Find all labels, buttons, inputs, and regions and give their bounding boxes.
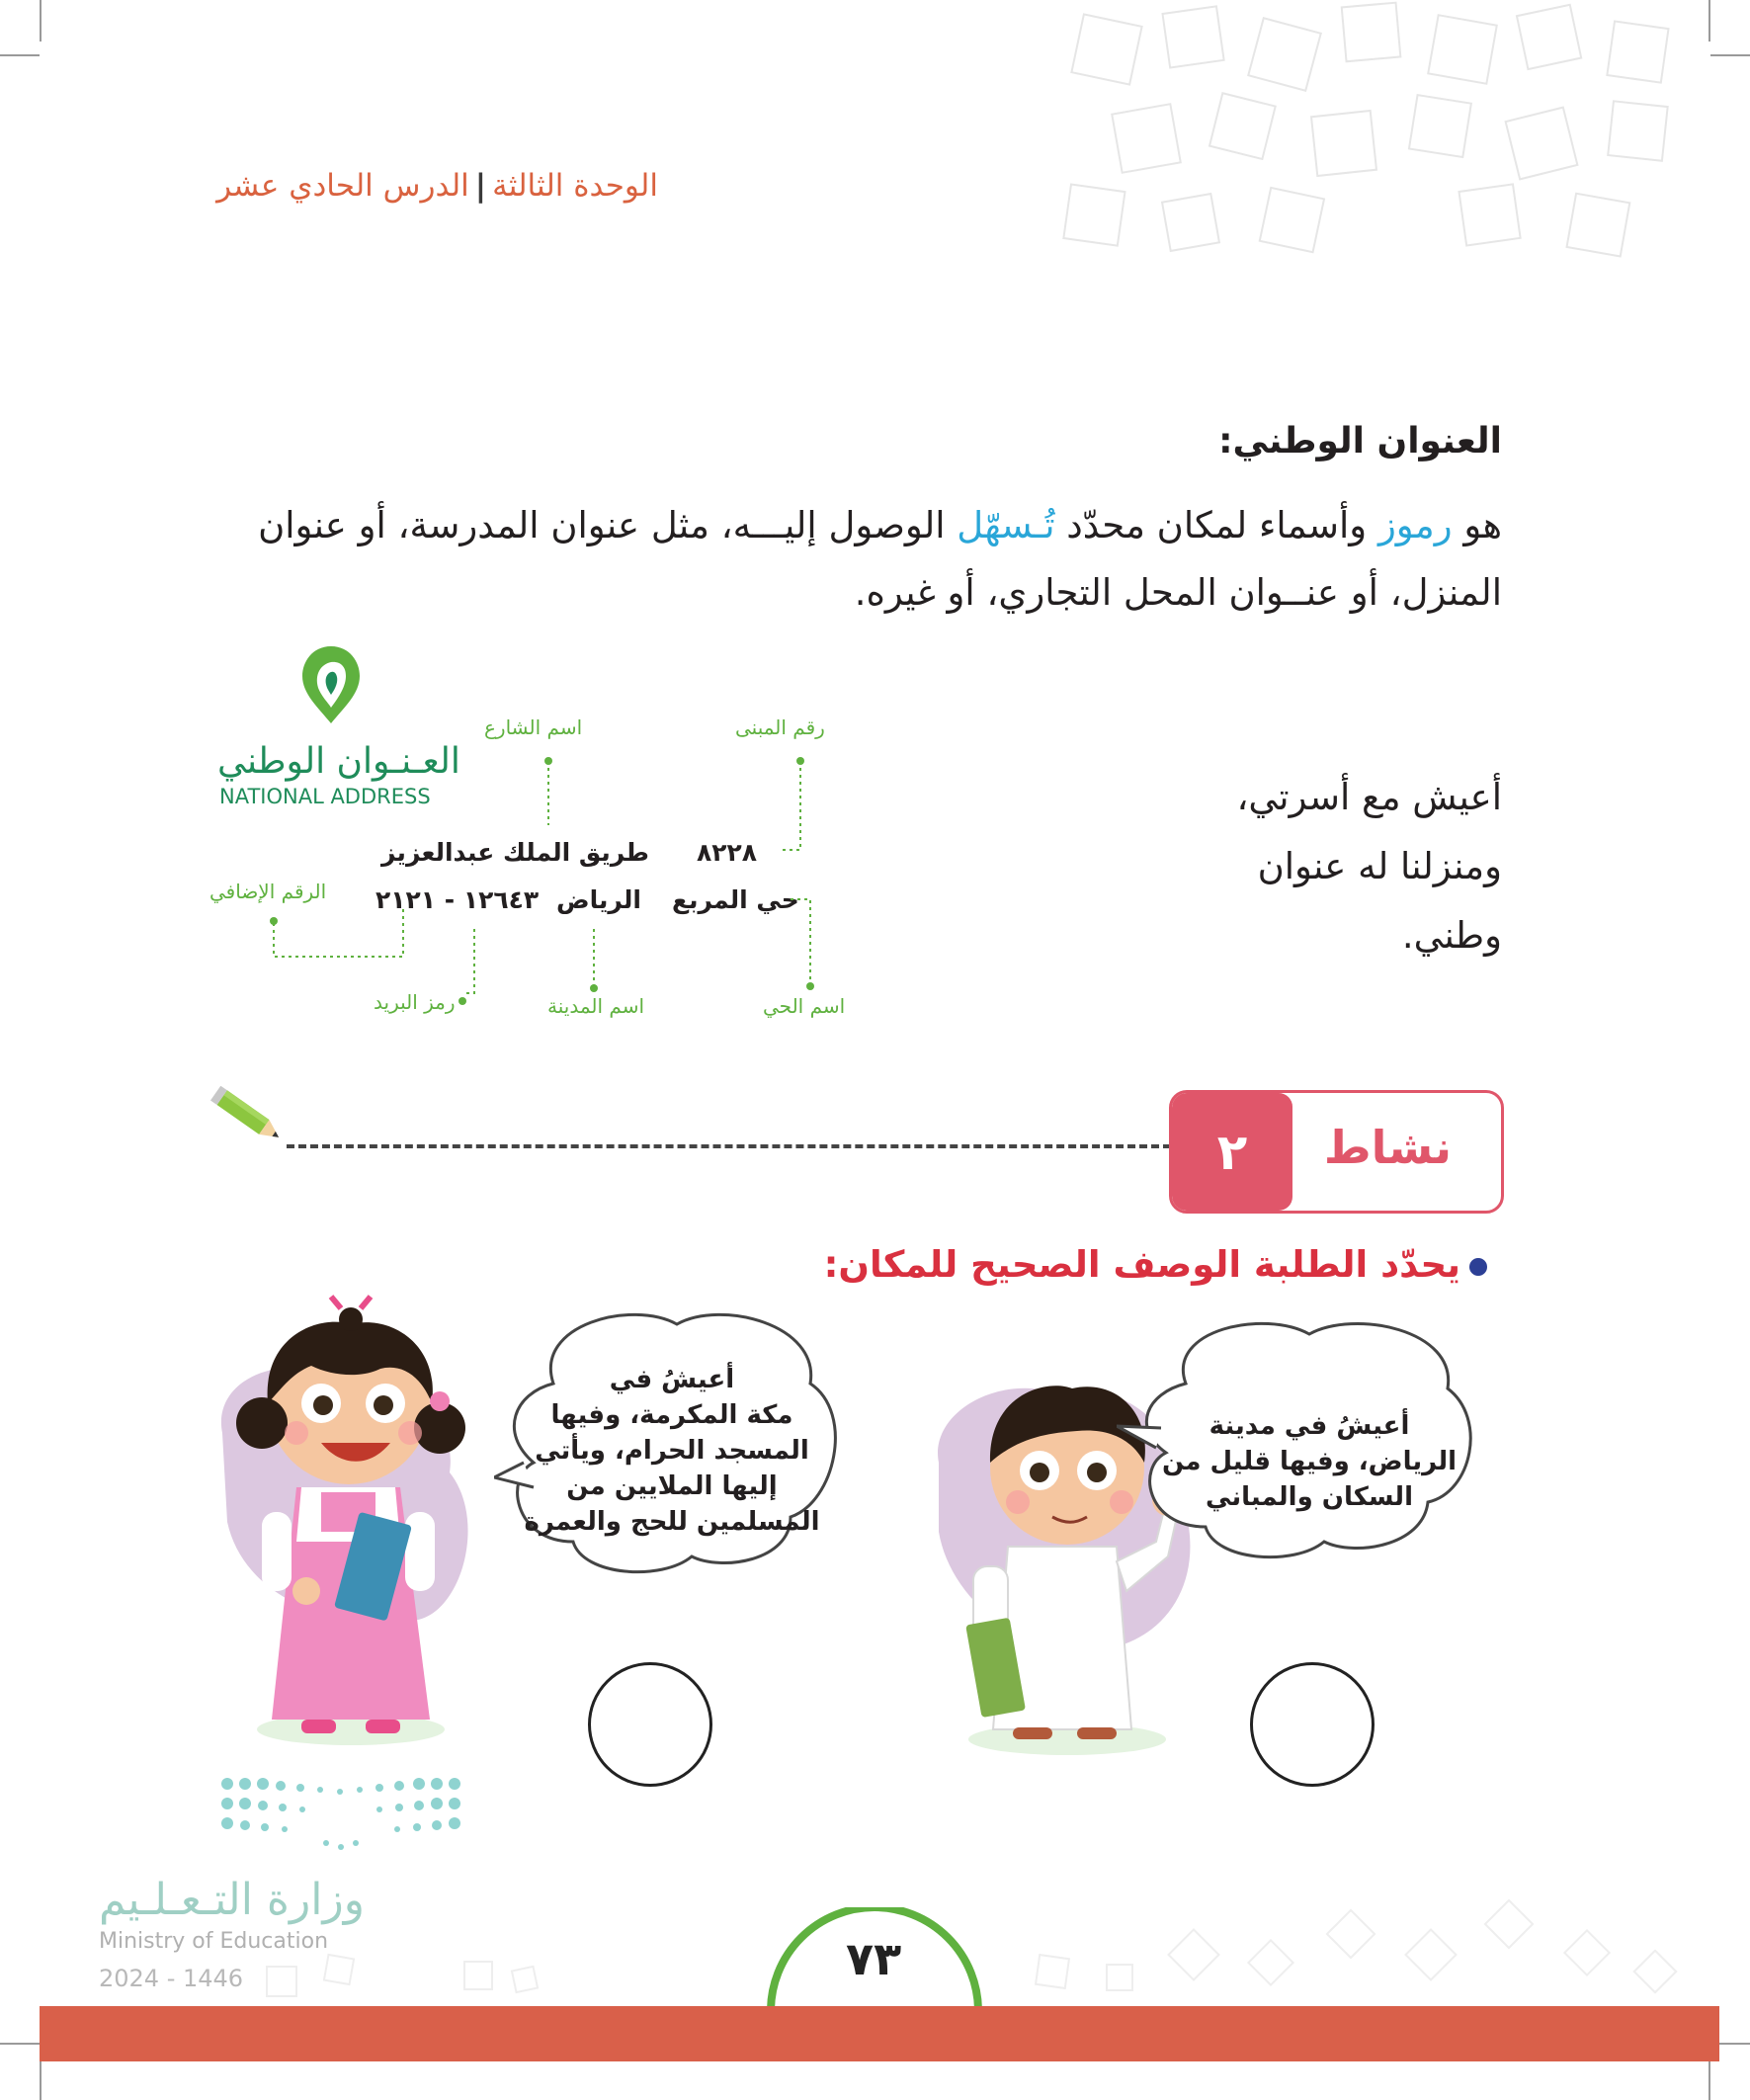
speech-line: إليها الملايين من [566,1471,778,1501]
highlight-word: رموز [1377,504,1453,546]
speech-line: مكة المكرمة، وفيها [550,1400,793,1430]
definition-text: هو [1452,504,1502,546]
logo-english: NATIONAL ADDRESS [219,785,431,808]
pencil-icon [208,1082,292,1153]
activity-number: ٢ [1172,1093,1292,1211]
ministry-name-english: Ministry of Education [99,1929,329,1954]
speech-line: المسلمين للحج والعمرة [524,1507,820,1537]
definition-paragraph [178,492,1502,627]
label-district-name: اسم الحي [763,994,846,1018]
boy-answer-circle[interactable] [1250,1662,1375,1787]
logo-arabic: العـنـوان الوطني [217,741,460,782]
address-connectors [198,642,889,1038]
boy-speech-text [1146,1408,1472,1515]
section-title: العنوان الوطني: [1218,421,1502,462]
speech-line: أعيشُ في [609,1365,735,1394]
label-street-name: اسم الشارع [484,715,583,739]
unit-title: الوحدة الثالثة [492,168,658,204]
edition-year: 2024 - 1446 [99,1965,244,1992]
decorative-pattern [1047,0,1709,267]
value-street: طريق الملك عبدالعزيز [381,838,649,867]
lesson-header [216,168,658,204]
bullet-dot [1469,1258,1487,1276]
label-building-number: رقم المبنى [735,715,825,739]
page-number: ٧٣ [846,1932,902,1985]
value-building-number: ٨٢٢٨ [697,838,758,867]
crop-mark [40,0,42,42]
ministry-name-arabic: وزارة التـعـلـيم [99,1875,365,1925]
ministry-logo-dots [217,1774,464,1858]
value-city: الرياض [556,885,641,914]
definition-text: الوصول إليـــه، مثل عنوان المدرسة، أو عنوان المنزل، أو عنــوان المحل التجاري، أو غيره. [258,504,1502,614]
value-postal: ١٢٦٤٣ - ٢١٢١ [375,885,540,914]
crop-mark [1710,54,1750,56]
crop-mark [1708,2058,1710,2100]
speech-line: الرياض، وفيها قليل من [1161,1447,1458,1476]
speech-line: المسجد الحرام، ويأتي [535,1436,809,1466]
value-district: حي المربع [672,885,799,914]
activity-label: نشاط [1323,1121,1452,1174]
activity-instruction: يحدّد الطلبة الوصف الصحيح للمكان: [823,1243,1460,1286]
label-city-name: اسم المدينة [547,994,645,1018]
girl-illustration [203,1295,499,1769]
speech-line: أعيشُ في مدينة [1208,1411,1410,1441]
national-address-card [198,642,889,1038]
definition-text: وأسماء لمكان محدّد [1054,504,1378,546]
girl-speech-text [519,1362,825,1540]
intro-paragraph: أعيش مع أسرتي، ومنزلنا له عنوان وطني. [1236,776,1502,957]
activity-box [1169,1090,1504,1214]
header-separator: | [474,168,487,204]
crop-mark [0,2043,40,2045]
dashed-divider [287,1144,1171,1148]
crop-mark [0,54,40,56]
label-additional-number: الرقم الإضافي [209,880,327,903]
speech-line: السكان والمباني [1206,1482,1413,1512]
highlight-word: تُـسهّل [957,504,1055,546]
label-postal-code: رمز البريد [374,990,456,1014]
crop-mark [40,2058,42,2100]
girl-answer-circle[interactable] [588,1662,712,1787]
footer-bar [40,2006,1719,2061]
lesson-title: الدرس الحادي عشر [216,168,469,204]
